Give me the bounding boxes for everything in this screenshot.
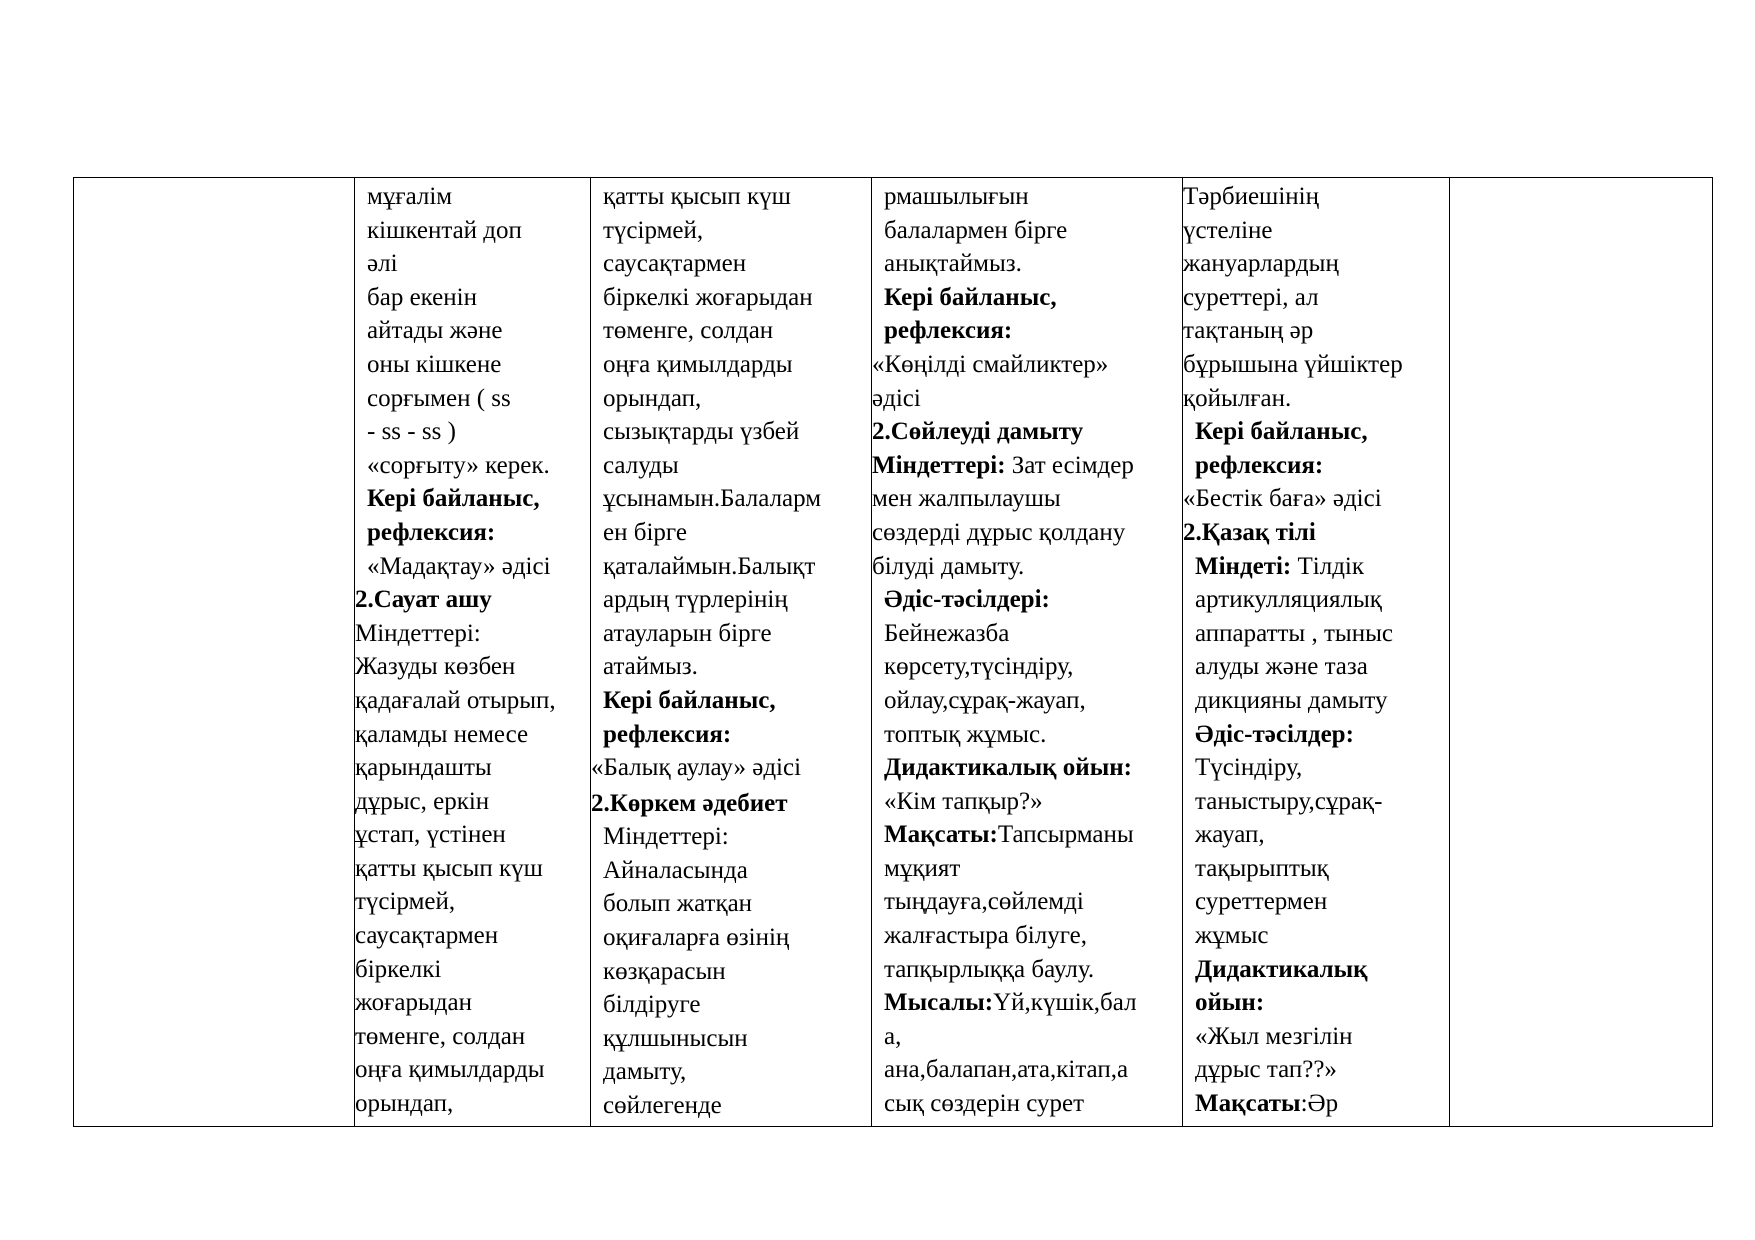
cell-text-line: ұсынамын.Балаларм — [603, 485, 822, 513]
cell-text-line: Әдіс-тәсілдер: — [1195, 720, 1354, 748]
cell-text-segment: Тапсырманы — [997, 821, 1134, 849]
cell-text-line: жануарлардың — [1183, 250, 1339, 278]
table-column-4 — [872, 178, 1181, 1126]
cell-text-segment: Тілдік — [1291, 552, 1365, 580]
cell-text-segment: Үй,күшік,бал — [993, 989, 1137, 1017]
cell-text-line: түсірмей, — [603, 216, 704, 244]
cell-text-line: балалармен бірге — [884, 216, 1068, 244]
cell-text-line: құлшынысын — [603, 1024, 748, 1052]
cell-text-line: 2.Қазақ тілі — [1183, 518, 1316, 546]
cell-text-line: - ss - ss ) — [367, 418, 456, 446]
cell-text-line: а, — [884, 1022, 902, 1050]
cell-text-segment: Зат есімдер — [1005, 451, 1134, 479]
cell-text-line: көзқарасын — [603, 957, 726, 985]
cell-text-line: дамыту, — [603, 1058, 687, 1086]
cell-text-line: мен жалпылаушы — [872, 485, 1061, 513]
cell-text-line: қатты қысып күш — [355, 854, 543, 882]
cell-text-line — [872, 449, 1181, 483]
cell-text-line: сорғымен ( ss — [367, 384, 511, 412]
cell-text-line: атаймыз. — [603, 653, 698, 681]
cell-text-line: жалғастыра білуге, — [884, 922, 1087, 950]
cell-text-line: мұқият — [884, 854, 961, 882]
cell-text-line: кішкентай доп — [367, 216, 522, 244]
cell-text-line: таныстыру,сұрақ- — [1195, 787, 1383, 815]
cell-text-line: Кері байланыс, — [1195, 418, 1368, 446]
table-column-2 — [355, 178, 589, 1126]
cell-text-line: білуді дамыту. — [872, 552, 1025, 580]
cell-text-line: топтық жұмыс. — [884, 720, 1047, 748]
cell-text-line: көрсету,түсіндіру, — [884, 653, 1074, 681]
cell-text-line: Дидактикалық — [1195, 955, 1368, 983]
cell-text-line: «Бестік баға» әдісі — [1183, 485, 1382, 513]
lesson-plan-table — [73, 177, 1713, 1127]
cell-text-line: тақтаның әр — [1183, 317, 1314, 345]
cell-text-line: рефлексия: — [603, 720, 732, 748]
cell-text-line: салуды — [603, 451, 679, 479]
cell-text-line: сөздерді дұрыс қолдану — [872, 518, 1126, 546]
cell-text-line: бұрышына үйшіктер — [1183, 350, 1403, 378]
cell-text-line: түсірмей, — [355, 888, 456, 916]
cell-text-line: оңға қимылдарды — [603, 350, 793, 378]
cell-text-line — [1183, 550, 1448, 584]
cell-text-line: ана,балапан,ата,кітап,а — [884, 1056, 1129, 1084]
cell-text-line: 2.Көркем әдебиет — [591, 789, 788, 817]
cell-text-line: Бейнежазба — [884, 619, 1010, 647]
cell-text-line: суреттермен — [1195, 888, 1328, 916]
cell-text-line: оны кішкене — [367, 350, 502, 378]
cell-text-line: 2.Сөйлеуді дамыту — [872, 418, 1084, 446]
cell-text-line: қаталаймын.Балықт — [603, 552, 816, 580]
cell-text-line: орындап, — [603, 384, 702, 412]
cell-text-line: атауларын бірге — [603, 619, 772, 647]
cell-text-line: Міндеттері: — [603, 823, 729, 851]
cell-text-line: оқиғаларға өзінің — [603, 924, 790, 952]
cell-text-line: саусақтармен — [355, 922, 499, 950]
cell-text-line: әлі — [367, 250, 398, 278]
cell-text-line: рефлексия: — [884, 317, 1013, 345]
table-column-3 — [591, 178, 870, 1126]
cell-text-line: «Балық аулау» әдісі — [591, 754, 802, 782]
cell-text-line: жоғарыдан — [355, 989, 472, 1017]
cell-text-line: білдіруге — [603, 991, 701, 1019]
cell-text-line: «сорғыту» керек. — [367, 451, 550, 479]
cell-text-line: саусақтармен — [603, 250, 747, 278]
cell-text-line: Дидактикалық ойын: — [884, 754, 1132, 782]
cell-text-line: Айналасында — [603, 856, 748, 884]
cell-text-line: айтады және — [367, 317, 503, 345]
cell-text-line: аппаратты , тыныс — [1195, 619, 1393, 647]
cell-text-line: қойылған. — [1183, 384, 1292, 412]
cell-text-line: Кері байланыс, — [603, 686, 776, 714]
cell-text-line: рефлексия: — [1195, 451, 1324, 479]
cell-text-line: Түсіндіру, — [1195, 754, 1303, 782]
cell-text-line: қадағалай отырып, — [355, 686, 556, 714]
cell-text-line: «Көңілді смайликтер» — [872, 350, 1109, 378]
table-column-6 — [1450, 178, 1712, 1126]
cell-text-line: бар екенін — [367, 283, 477, 311]
cell-text-line: сызықтарды үзбей — [603, 418, 800, 446]
cell-text-line: әдісі — [872, 384, 921, 412]
cell-text-line: «Жыл мезгілін — [1195, 1022, 1353, 1050]
cell-text-segment: Мысалы: — [884, 989, 994, 1017]
cell-text-line: 2.Сауат ашу — [355, 586, 492, 614]
cell-text-line: Міндеттері: — [355, 619, 481, 647]
cell-text-line: рефлексия: — [367, 518, 496, 546]
cell-text-line: ен бірге — [603, 518, 687, 546]
cell-text-line: тапқырлыққа баулу. — [884, 955, 1095, 983]
cell-text-line: мұғалім — [367, 183, 453, 210]
cell-text-line: төменге, солдан — [603, 317, 774, 345]
table-column-1 — [74, 178, 354, 1126]
cell-text-line: қаламды немесе — [355, 720, 529, 748]
table-column-5 — [1183, 178, 1448, 1126]
cell-text-line: қарындашты — [355, 754, 492, 782]
cell-text-line: алуды және таза — [1195, 653, 1368, 681]
cell-text-line: орындап, — [355, 1090, 454, 1118]
cell-text-line: Кері байланыс, — [367, 485, 540, 513]
cell-text-line: дикцияны дамыту — [1195, 686, 1388, 714]
cell-text-line: «Мадақтау» әдісі — [367, 552, 551, 580]
cell-text-line: ойын: — [1195, 989, 1265, 1017]
cell-text-line: ардың түрлерінің — [603, 586, 788, 614]
cell-text-line: Кері байланыс, — [884, 283, 1057, 311]
cell-text-line: рмашылығын — [884, 183, 1029, 210]
cell-text-line: Тәрбиешінің — [1183, 183, 1319, 210]
cell-text-line: болып жатқан — [603, 890, 753, 918]
cell-text-line: суреттері, ал — [1183, 283, 1319, 311]
cell-text-line: сық сөздерін сурет — [884, 1090, 1084, 1118]
cell-text-line: дұрыс тап??» — [1195, 1056, 1337, 1084]
cell-text-line — [872, 986, 1181, 1020]
cell-text-line: ойлау,сұрақ-жауап, — [884, 686, 1086, 714]
cell-text-line — [1183, 1087, 1448, 1121]
cell-text-segment: Мақсаты — [1195, 1090, 1301, 1118]
cell-text-segment: :Әр — [1300, 1090, 1339, 1118]
cell-text-line: артикулляциялық — [1195, 586, 1382, 614]
cell-text-line: дұрыс, еркін — [355, 787, 490, 815]
cell-text-segment: Міндеті: — [1195, 552, 1292, 580]
cell-text-line: анықтаймыз. — [884, 250, 1022, 278]
cell-text-line: тақырыптық — [1195, 854, 1329, 882]
cell-text-line: Жазуды көзбен — [355, 653, 516, 681]
cell-text-line: төменге, солдан — [355, 1022, 526, 1050]
cell-text-line: қатты қысып күш — [603, 183, 791, 210]
cell-text-line — [872, 818, 1181, 852]
cell-text-line: үстеліне — [1183, 216, 1273, 244]
cell-text-line: «Кім тапқыр?» — [884, 787, 1043, 815]
cell-text-line: сөйлегенде — [603, 1092, 722, 1120]
cell-text-line: біркелкі жоғарыдан — [603, 283, 813, 311]
cell-text-line: жұмыс — [1195, 922, 1269, 950]
cell-text-line: біркелкі — [355, 955, 442, 983]
cell-text-line: ұстап, үстінен — [355, 821, 506, 849]
cell-text-segment: Мақсаты: — [884, 821, 998, 849]
cell-text-line: жауап, — [1195, 821, 1265, 849]
cell-text-line: оңға қимылдарды — [355, 1056, 545, 1084]
cell-text-line: тыңдауға,сөйлемді — [884, 888, 1084, 916]
cell-text-segment: Міндеттері: — [872, 451, 1006, 479]
cell-text-line: Әдіс-тәсілдері: — [884, 586, 1050, 614]
